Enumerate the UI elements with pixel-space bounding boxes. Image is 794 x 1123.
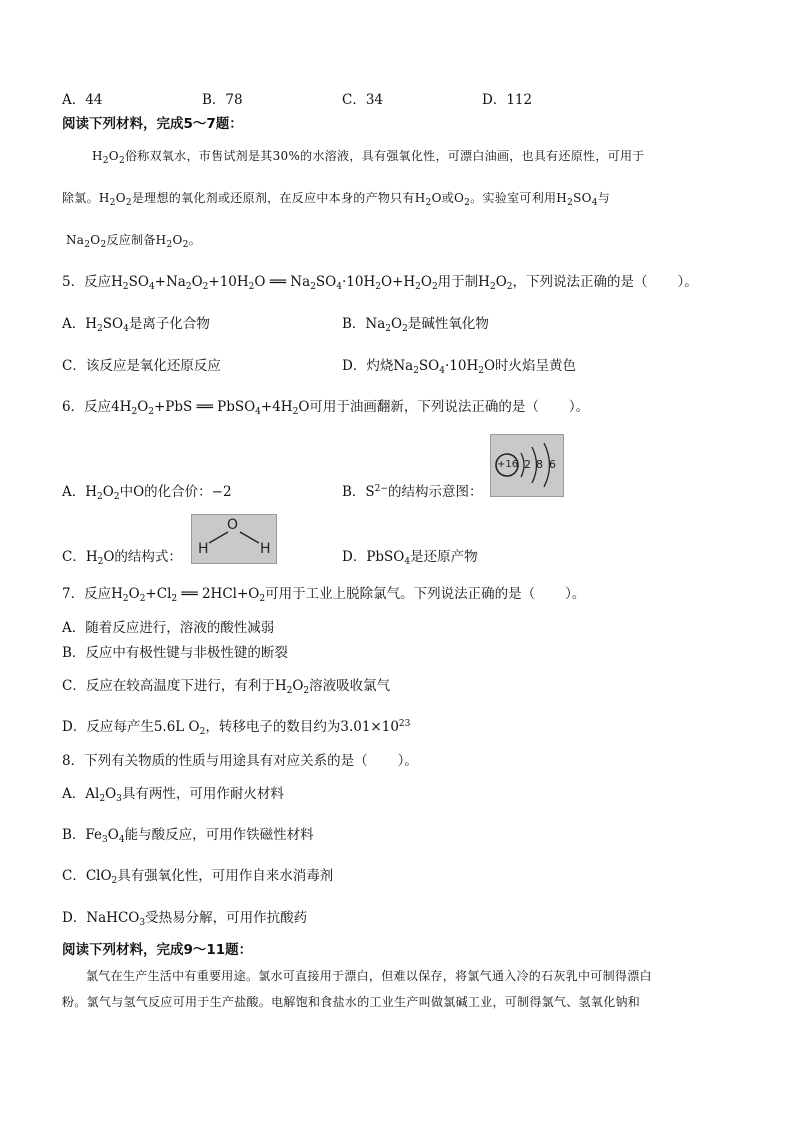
shell-3-electrons: 6 — [549, 458, 556, 471]
q4-option-b: B．78 — [202, 92, 243, 108]
material-5-7-line-1: $H_2O_2$俗称双氧水，市售试剂是其30%的水溶液，具有强氧化性，可漂白油画，也具有还原性，可用于 — [92, 149, 645, 166]
q5-option-b: B．$Na_2O_2$是碱性氧化物 — [342, 316, 489, 334]
q5-option-d: D．灼烧$Na_2SO_4\cdot 10H_2O$时火焰呈黄色 — [342, 358, 577, 376]
bond-right — [240, 532, 259, 543]
q5-option-c: C．该反应是氧化还原反应 — [62, 358, 221, 374]
nucleus-charge-label: +16 — [497, 459, 519, 470]
hydrogen-right-label: H — [260, 541, 271, 557]
shell-1-electrons: 2 — [524, 458, 531, 471]
q8-option-d: D．NaHCO$_3$受热易分解，可用作抗酸药 — [62, 910, 308, 928]
q6-option-a: A．$H_2O_2$中O的化合价：−2 — [62, 484, 232, 502]
q8-stem: 8．下列有关物质的性质与用途具有对应关系的是（ ）。 — [62, 753, 418, 769]
q6-option-d: D．PbSO$_4$是还原产物 — [342, 549, 478, 567]
q4-option-c: C．34 — [342, 92, 384, 108]
q4-option-a: A．44 — [62, 92, 103, 108]
q5-option-a: A．$H_2SO_4$是离子化合物 — [62, 316, 210, 334]
section-heading-5-7: 阅读下列材料，完成5～7题： — [62, 116, 243, 132]
bond-left — [209, 532, 228, 543]
water-structural-formula-diagram — [191, 514, 277, 564]
q7-stem: 7．反应$H_2O_2+Cl_2$ ══ $2HCl+O_2$可用于工业上脱除氯气。下列说法正确的是（ ）。 — [62, 586, 586, 604]
q5-stem: 5．反应$H_2SO_4+Na_2O_2+10H_2O$ ══ $Na_2SO_4\cdot 10H_2O+H_2O_2$用于制$H_2O_2$，下列说法正确的是（ ）。 — [62, 274, 698, 292]
material-5-7-line-3: $Na_2O_2$反应制备$H_2O_2$。 — [66, 233, 201, 250]
q4-option-d: D．112 — [482, 92, 533, 108]
q8-option-b: B．$Fe_3O_4$能与酸反应，可用作铁磁性材料 — [62, 827, 314, 845]
material-9-11-line-2: 粉。氯气与氢气反应可用于生产盐酸。电解饱和食盐水的工业生产叫做氯碱工业，可制得氯气、氢氧化钠和 — [62, 995, 641, 1009]
q7-option-b: B．反应中有极性键与非极性键的断裂 — [62, 645, 288, 661]
material-9-11-line-1: 氯气在生产生活中有重要用途。氯水可直接用于漂白，但难以保存，将氯气通入冷的石灰乳中可制得漂白 — [86, 969, 652, 983]
section-heading-9-11: 阅读下列材料，完成9～11题： — [62, 942, 253, 958]
q6-option-b: B．$S^{2-}$的结构示意图： — [342, 484, 483, 500]
shell-2-electrons: 8 — [536, 458, 543, 471]
material-5-7-line-2: 除氯。$H_2O_2$是理想的氧化剂或还原剂，在反应中本身的产物只有$H_2O$或$O_2$。实验室可利用$H_2SO_4$与 — [62, 191, 611, 208]
q6-option-c: C．$H_2O$的结构式： — [62, 549, 182, 567]
q7-option-a: A．随着反应进行，溶液的酸性减弱 — [62, 620, 275, 636]
hydrogen-left-label: H — [198, 541, 209, 557]
q7-option-c: C．反应在较高温度下进行，有利于$H_2O_2$溶液吸收氯气 — [62, 678, 391, 696]
q8-option-c: C．ClO$_2$具有强氧化性，可用作自来水消毒剂 — [62, 868, 334, 886]
q8-option-a: A．$Al_2O_3$具有两性，可用作耐火材料 — [62, 786, 284, 804]
sulfide-ion-structure-diagram — [490, 434, 564, 497]
q7-option-d: D．反应每产生5.6L $O_2$，转移电子的数目约为$3.01\times 10^{23}$ — [62, 719, 411, 737]
oxygen-atom-label: O — [227, 517, 239, 533]
q6-stem: 6．反应$4H_2O_2+PbS$ ══ $PbSO_4+4H_2O$可用于油画翻新，下列说法正确的是（ ）。 — [62, 399, 590, 417]
